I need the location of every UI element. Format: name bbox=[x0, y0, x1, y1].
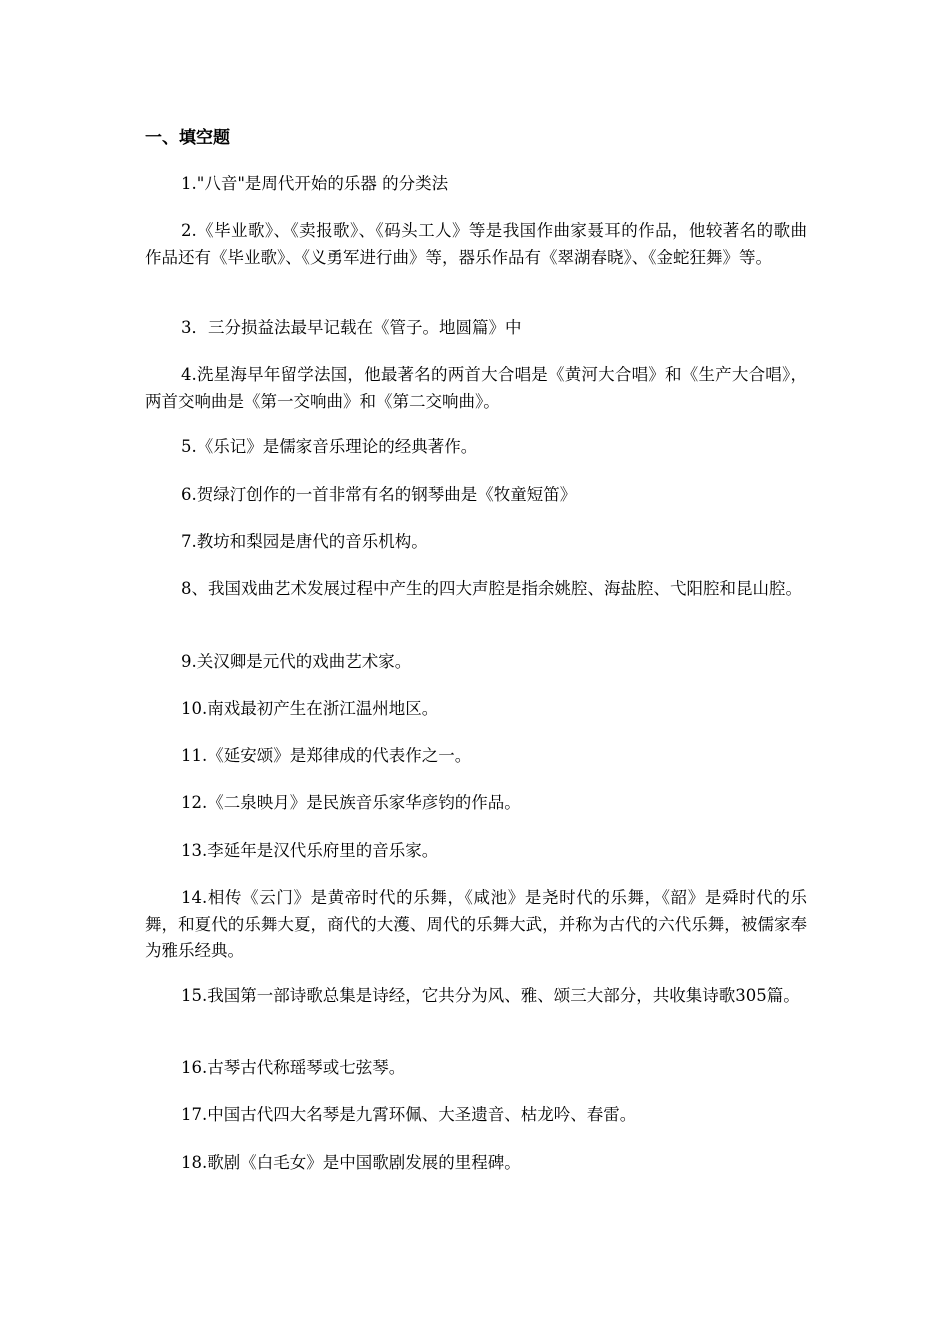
question-13: 13.李延年是汉代乐府里的音乐家。 bbox=[181, 841, 439, 860]
question-6: 6.贺绿汀创作的一首非常有名的钢琴曲是《牧童短笛》 bbox=[181, 485, 577, 504]
question-17: 17.中国古代四大名琴是九霄环佩、大圣遗音、枯龙吟、春雷。 bbox=[181, 1105, 637, 1124]
question-4: 4.洗星海早年留学法国，他最著名的两首大合唱是《黄河大合唱》和《生产大合唱》，两首交响曲是《第一交响曲》和《第二交响曲》。 bbox=[145, 365, 807, 411]
question-8: 8、我国戏曲艺术发展过程中产生的四大声腔是指余姚腔、海盐腔、弋阳腔和昆山腔。 bbox=[181, 579, 802, 598]
question-12: 12.《二泉映月》是民族音乐家华彦钧的作品。 bbox=[181, 793, 521, 812]
section-heading: 一、填空题 bbox=[145, 128, 230, 148]
question-14: 14.相传《云门》是黄帝时代的乐舞，《咸池》是尧时代的乐舞，《韶》是舜时代的乐舞，和夏代的乐舞大夏，商代的大濩、周代的乐舞大武，并称为古代的六代乐舞，被儒家奉为雅乐经典。 bbox=[145, 888, 807, 960]
question-7: 7.教坊和梨园是唐代的音乐机构。 bbox=[181, 532, 428, 551]
question-10: 10.南戏最初产生在浙江温州地区。 bbox=[181, 699, 439, 718]
question-15: 15.我国第一部诗歌总集是诗经，它共分为风、雅、颂三大部分，共收集诗歌305篇。 bbox=[181, 986, 800, 1005]
question-5: 5.《乐记》是儒家音乐理论的经典著作。 bbox=[181, 437, 478, 456]
question-3: 3．三分损益法最早记载在《管子。地圆篇》中 bbox=[181, 318, 522, 337]
question-11: 11.《延安颂》是郑律成的代表作之一。 bbox=[181, 746, 472, 765]
question-18: 18.歌剧《白毛女》是中国歌剧发展的里程碑。 bbox=[181, 1153, 521, 1172]
question-9: 9.关汉卿是元代的戏曲艺术家。 bbox=[181, 652, 412, 671]
question-1: 1."八音"是周代开始的乐器 的分类法 bbox=[181, 174, 449, 193]
question-2: 2.《毕业歌》、《卖报歌》、《码头工人》等是我国作曲家聂耳的作品，他较著名的歌曲作品还有《毕业歌》、《义勇军进行曲》等，器乐作品有《翠湖春晓》、《金蛇狂舞》等。 bbox=[145, 221, 807, 267]
question-16: 16.古琴古代称瑶琴或七弦琴。 bbox=[181, 1058, 406, 1077]
